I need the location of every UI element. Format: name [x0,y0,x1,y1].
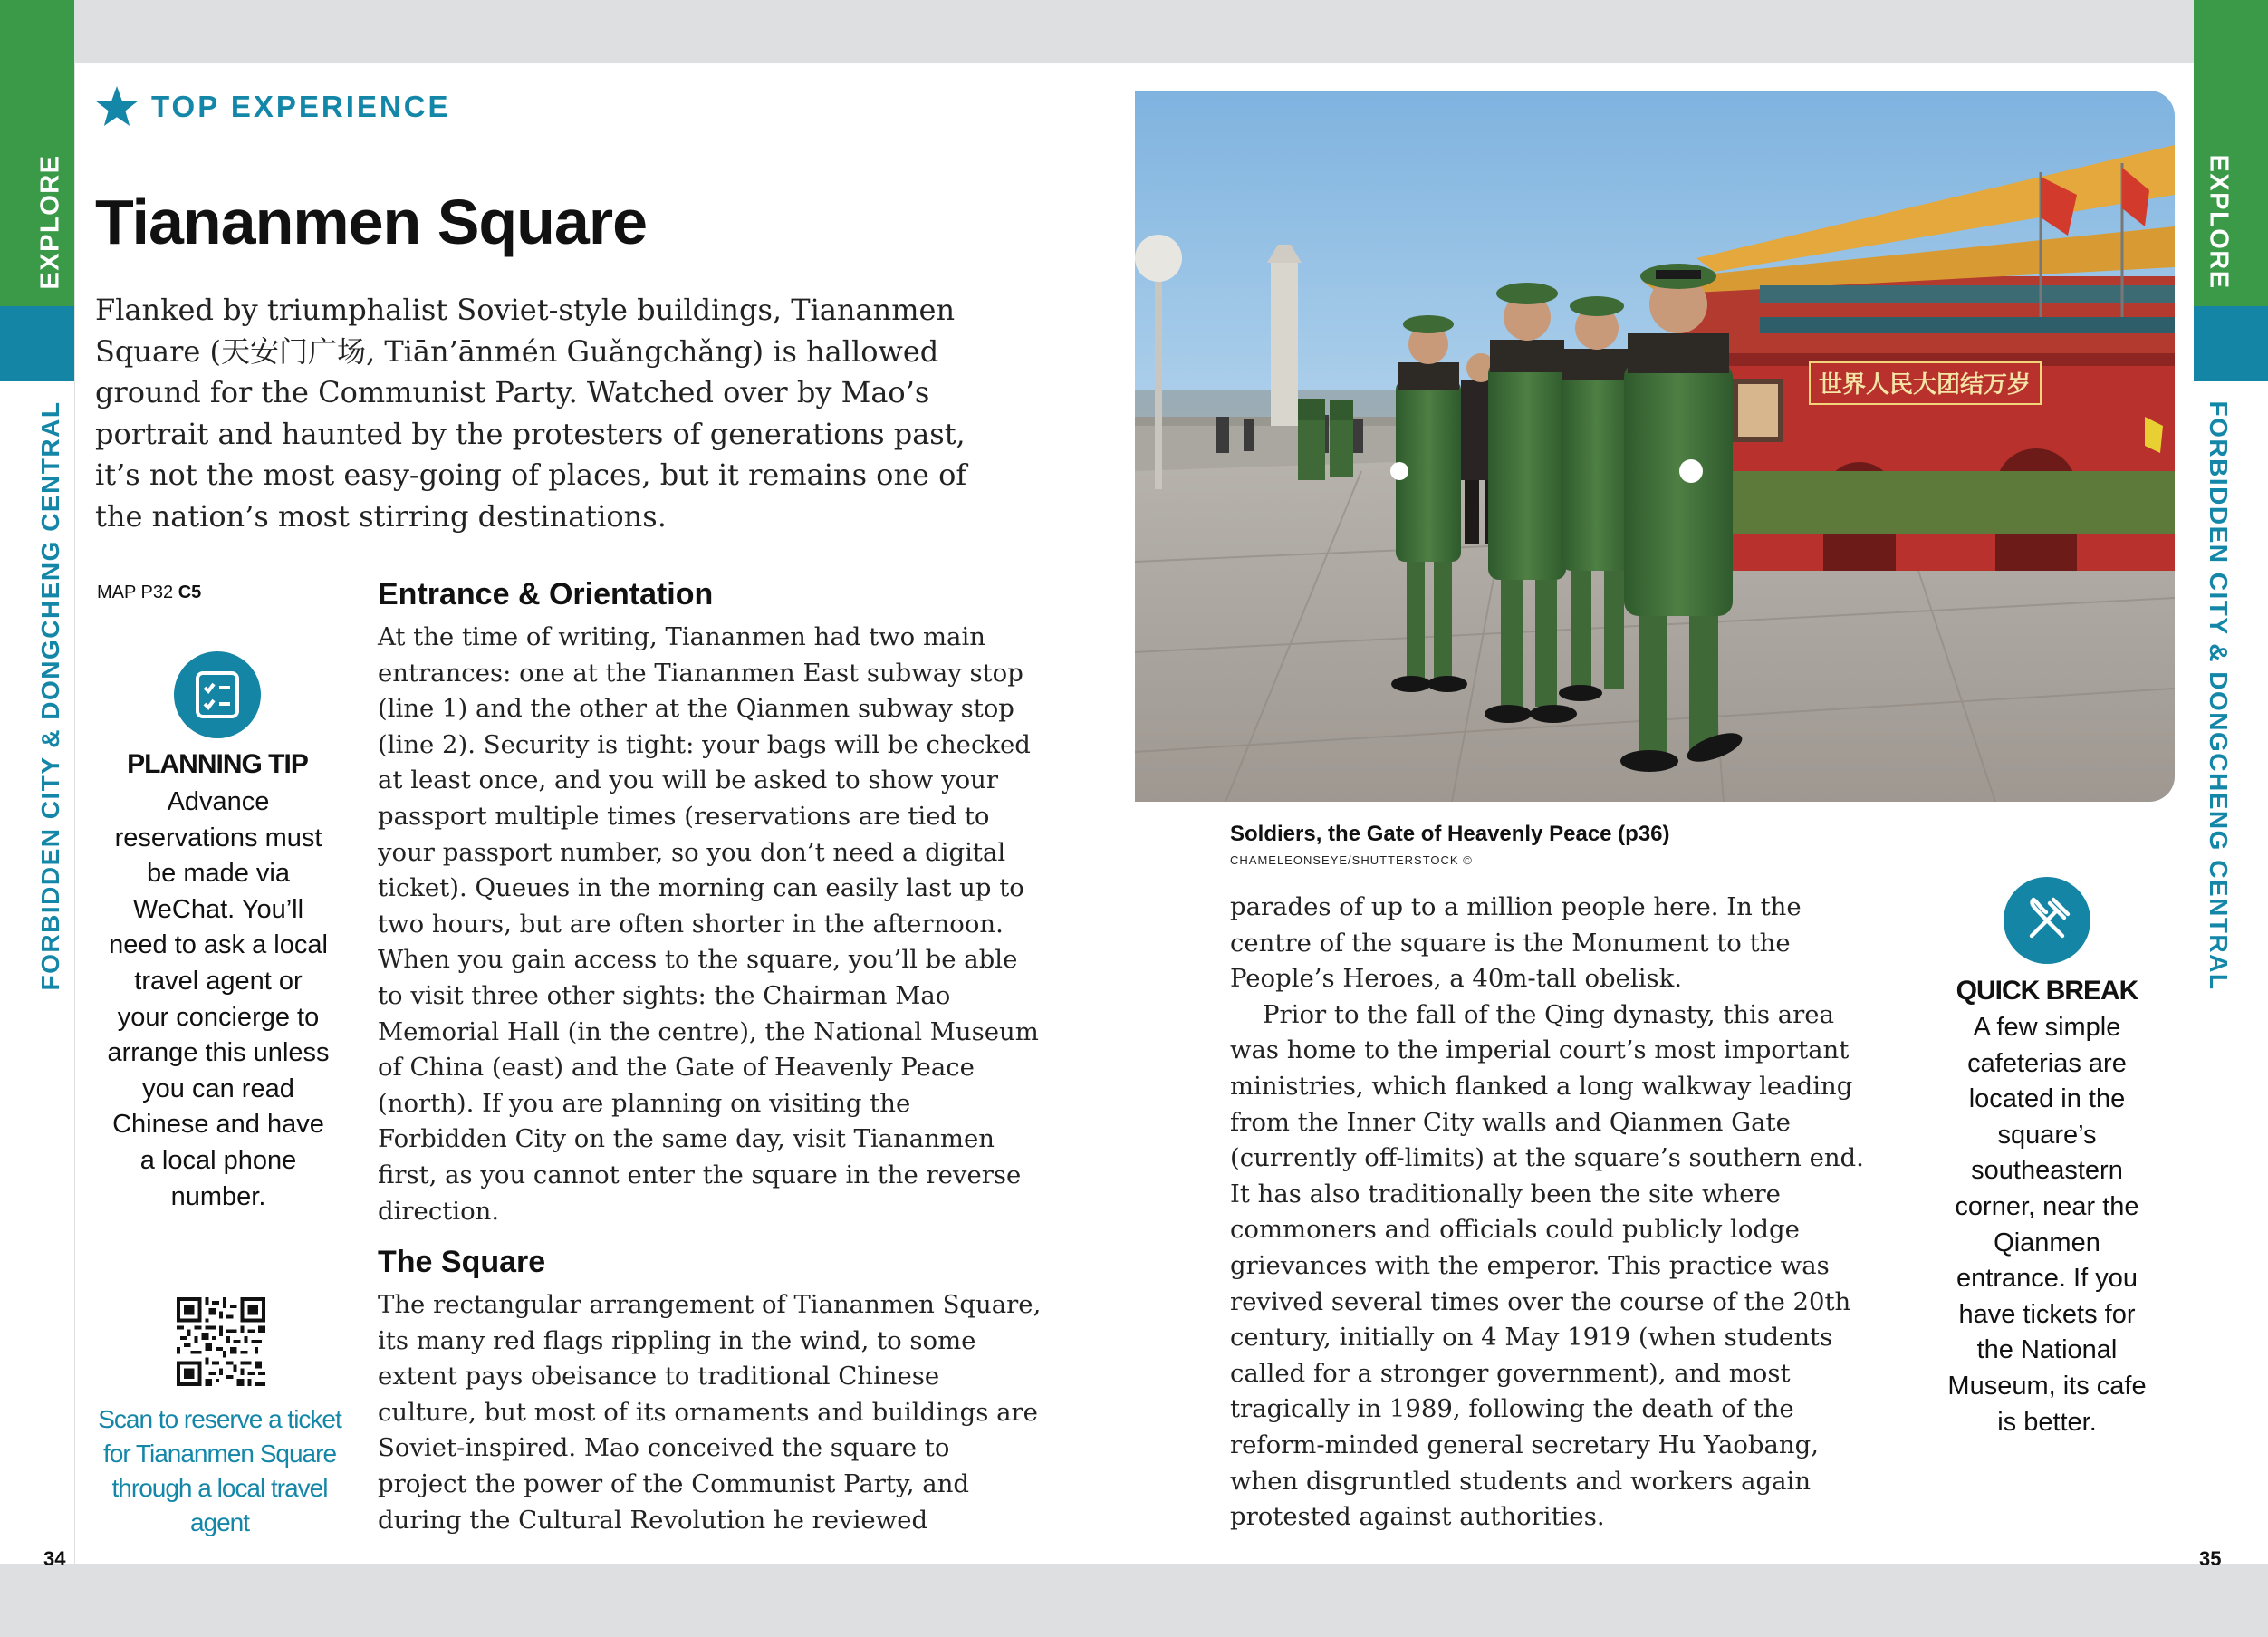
map-reference[interactable] [97,583,201,603]
square-cont-2: Prior to the fall of the Qing dynasty, this area was home to the imperial court’s most important ministries, which flanked a long walkway leading from the Inner City walls and Qianmen Gate (currently off-limits) at the square’s southern end. It has also traditionally been the site where commoners and officials could publicly lodge grievances with the emperor. This practice was revived several times over the course of the 20th century, initially on 4 May 1919 (when students called for a stronger government), and most tragically in 1989, following the death of the reform-minded general secretary Hu Yaobang, when disgruntled students and workers again protested against authorities. [1230,999,1864,1532]
page-title: Tiananmen Square [95,187,648,257]
square-heading: The Square [378,1245,546,1279]
photo-soldiers-gate [1135,91,2175,802]
square-cont-1: parades of up to a million people here. In the centre of the square is the Monument to the People’s Heroes, a 40m-tall obelisk. [1230,892,1802,994]
explore-label-left: EXPLORE [35,154,65,290]
checklist-icon [174,651,261,738]
chapter-label-left: FORBIDDEN CITY & DONGCHENG CENTRAL [36,400,64,991]
kicker-label: TOP EXPERIENCE [151,90,451,123]
photo-caption: Soldiers, the Gate of Heavenly Peace (p36) [1230,822,1670,846]
fork-knife-icon [2004,877,2090,964]
entrance-heading: Entrance & Orientation [378,577,714,611]
photo-credit: CHAMELEONSEYE/SHUTTERSTOCK © [1230,853,1473,867]
quick-break-heading: QUICK BREAK [1956,976,2138,1006]
chapter-color-tab-right [2194,306,2268,381]
square-body [378,1287,1044,1538]
chapter-label-right: FORBIDDEN CITY & DONGCHENG CENTRAL [2205,400,2233,991]
gate-sign-text: 世界人民大团结万岁 [1818,371,2032,399]
planning-tip-body: Advance reservations must be made via WeChat. You’ll need to ask a local travel agent or your concierge to arrange this unless you can read Chinese and have a local phone number. [107,787,330,1211]
planning-tip-heading: PLANNING TIP [127,749,308,779]
quick-break-body: A few simple cafeterias are located in the square’s southeastern corner, near the Qianmen entrance. If you have tickets for the National Museum, its cafe is better. [1947,1013,2147,1437]
star-icon [95,86,139,128]
square-body-continued [1230,890,1880,1536]
kicker [95,86,451,128]
qr-caption: Scan to reserve a ticket for Tiananmen Square through a local travel agent [98,1405,341,1536]
page-number-right: 35 [2199,1547,2222,1570]
qr-code-icon[interactable] [177,1297,265,1390]
explore-label-right: EXPLORE [2204,154,2234,290]
entrance-text: At the time of writing, Tiananmen had two main entrances: one at the Tiananmen East subway stop (line 1) and the other at the Qianmen subway stop (line 2). Security is tight: your bags will be checked at least once, and you will be asked to show your passport multiple times (reservations are tied to your passport number, so you don’t need a digital ticket). Queues in the morning can easily last up to two hours, but are often shorter in the afternoon. When you gain access to the square, you’ll be able to visit three other sights: the Chairman Mao Memorial Hall (in the centre), the National Museum of China (east) and the Gate of Heavenly Peace (north). If you are planning on visiting the Forbidden City on the same day, visit Tiananmen first, as you cannot enter the square in the reverse direction. [378,622,1039,1226]
intro-text: Flanked by triumphalist Soviet-style buildings, Tiananmen Square (天安门广场, Tiān’ānmén Guǎngchǎng) is hallowed ground for the Communist Party. Watched over by Mao’s portrait and haunted by the protesters of generations past, it’s not the most easy-going of places, but it remains one of the nation’s most stirring destinations. [95,293,967,534]
entrance-body [378,620,1044,1229]
map-ref-grid: C5 [178,583,202,602]
square-text: The rectangular arrangement of Tiananmen Square, its many red flags rippling in the wind, to some extent pays obeisance to traditional Chinese culture, but most of its ornaments and buildings are Soviet-inspired. Mao conceived the square to project the power of the Communist Party, and during the Cultural Revolution he reviewed [378,1290,1042,1535]
map-ref-prefix: MAP P32 [97,583,174,602]
chapter-color-tab-left [0,306,74,381]
page-number-left: 34 [43,1547,66,1570]
intro-paragraph [95,290,1001,538]
